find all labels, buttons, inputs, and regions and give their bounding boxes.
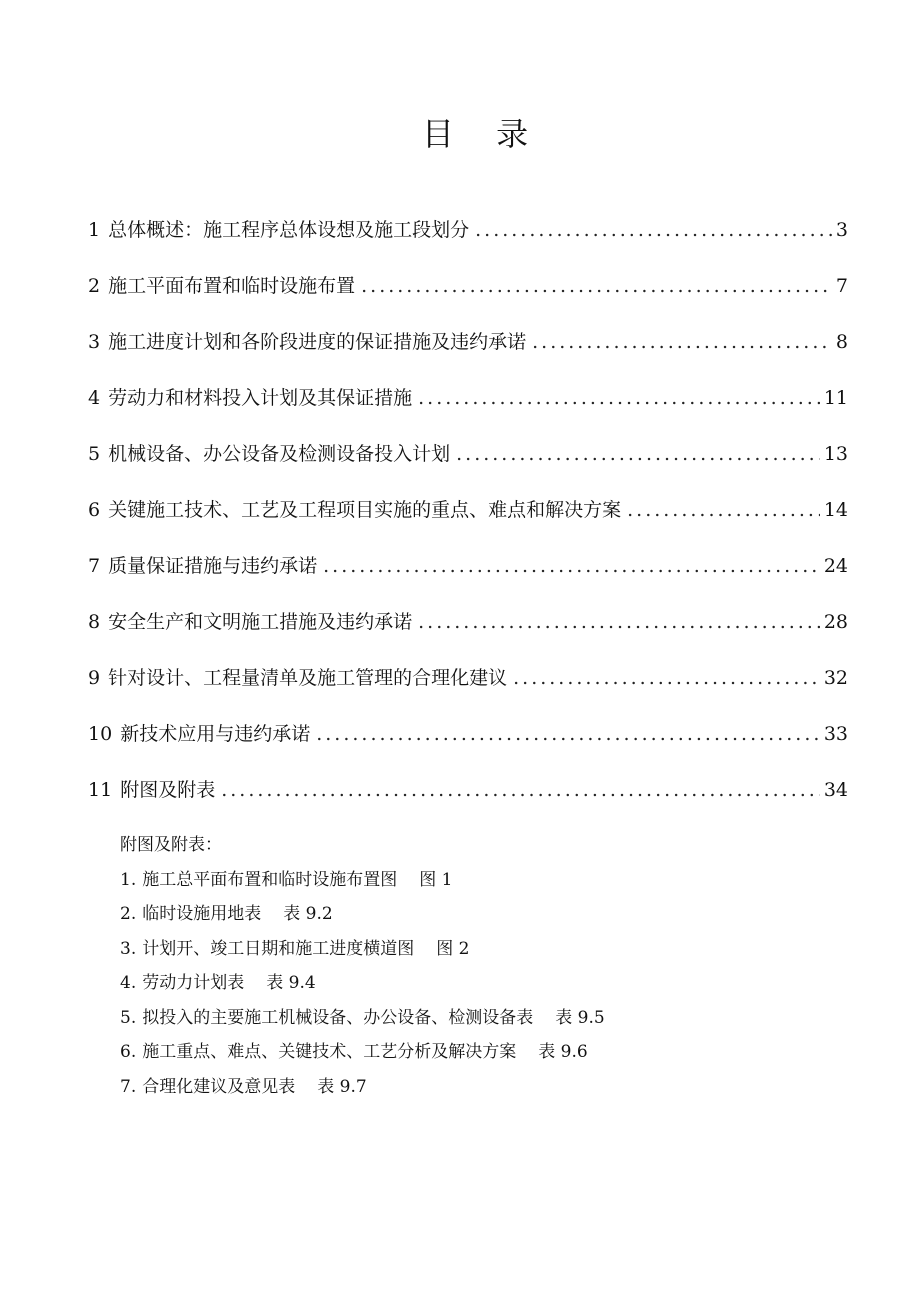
toc-entry-10[interactable]	[88, 718, 848, 774]
toc-page-number: 7	[835, 275, 848, 297]
appendix-item-text: 临时设施用地表	[142, 904, 262, 924]
appendix-heading: 附图及附表：	[120, 835, 222, 855]
toc-entry-9[interactable]	[88, 662, 848, 718]
appendix-item-number: 2.	[120, 904, 137, 924]
appendix-item-text: 合理化建议及意见表	[142, 1076, 296, 1097]
appendix-item	[120, 863, 605, 898]
appendix-item	[120, 1035, 605, 1070]
toc-text: 附图及附表	[120, 779, 216, 801]
toc-entry-1[interactable]	[88, 214, 848, 270]
toc-leader	[532, 326, 832, 358]
toc-page-number: 8	[835, 331, 848, 353]
toc-number: 4	[88, 387, 101, 409]
toc-entry-8[interactable]	[88, 606, 848, 662]
appendix-item	[120, 897, 605, 932]
toc-entry-11[interactable]	[88, 774, 848, 830]
appendix-item-text: 拟投入的主要施工机械设备、办公设备、检测设备表	[142, 1007, 534, 1028]
toc-text: 机械设备、办公设备及检测设备投入计划	[108, 443, 451, 465]
toc-page-number: 32	[823, 667, 848, 689]
toc-entry-3[interactable]	[88, 326, 848, 382]
toc-page-number: 3	[835, 219, 848, 241]
page-title: 目 录	[421, 115, 545, 153]
appendix-item-text: 施工总平面布置和临时设施布置图	[142, 869, 398, 890]
appendix-item-ref: 表 9.4	[266, 973, 316, 993]
appendix-item-number: 5.	[120, 1007, 137, 1028]
appendix-item-ref: 表 9.6	[538, 1042, 588, 1062]
toc-text: 新技术应用与违约承诺	[120, 723, 311, 745]
toc-text: 针对设计、工程量清单及施工管理的合理化建议	[108, 667, 508, 689]
toc-leader	[418, 606, 820, 638]
toc-leader	[475, 214, 832, 246]
appendix-item	[120, 1001, 605, 1036]
toc-leader	[456, 438, 820, 470]
toc-number: 10	[88, 723, 113, 745]
toc-leader	[316, 718, 820, 750]
appendix-item	[120, 966, 605, 1001]
toc-page-number: 13	[823, 443, 848, 465]
toc-page-number: 14	[823, 499, 848, 521]
toc-leader	[361, 270, 832, 302]
toc-text: 劳动力和材料投入计划及其保证措施	[108, 387, 413, 409]
toc-text: 施工进度计划和各阶段进度的保证措施及违约承诺	[108, 331, 527, 353]
appendix-item-text: 施工重点、难点、关键技术、工艺分析及解决方案	[142, 1042, 517, 1062]
toc-text: 施工平面布置和临时设施布置	[108, 275, 356, 297]
appendix-item-number: 4.	[120, 973, 137, 993]
appendix-item-ref: 图 1	[419, 869, 453, 890]
toc-leader	[627, 494, 820, 526]
toc-text: 总体概述：施工程序总体设想及施工段划分	[108, 219, 470, 241]
appendix-item-ref: 表 9.2	[283, 904, 333, 924]
toc-leader	[323, 550, 820, 582]
toc-number: 8	[88, 611, 101, 633]
appendix-item-number: 1.	[120, 869, 137, 890]
toc-page-number: 33	[823, 723, 848, 745]
appendix-item-number: 7.	[120, 1076, 137, 1097]
toc-page-number: 28	[823, 611, 848, 633]
toc-leader	[513, 662, 820, 694]
toc-leader	[221, 774, 820, 806]
toc-number: 6	[88, 499, 101, 521]
appendix-item	[120, 1070, 605, 1105]
toc-text: 质量保证措施与违约承诺	[108, 555, 318, 577]
appendix-item-text: 劳动力计划表	[142, 973, 245, 993]
table-of-contents	[88, 214, 848, 830]
toc-page-number: 24	[823, 555, 848, 577]
appendix-list	[120, 828, 605, 1104]
toc-number: 5	[88, 443, 101, 465]
toc-entry-5[interactable]	[88, 438, 848, 494]
toc-entry-6[interactable]	[88, 494, 848, 550]
toc-page-number: 34	[823, 779, 848, 801]
appendix-item	[120, 932, 605, 967]
appendix-item-number: 6.	[120, 1042, 137, 1062]
appendix-item-ref: 表 9.7	[317, 1076, 367, 1097]
toc-page-number: 11	[823, 387, 848, 409]
toc-number: 11	[88, 779, 113, 801]
appendix-item-text: 计划开、竣工日期和施工进度横道图	[142, 938, 415, 959]
appendix-item-number: 3.	[120, 938, 137, 959]
toc-text: 关键施工技术、工艺及工程项目实施的重点、难点和解决方案	[108, 499, 622, 521]
appendix-item-ref: 图 2	[436, 938, 470, 959]
toc-text: 安全生产和文明施工措施及违约承诺	[108, 611, 413, 633]
toc-number: 1	[88, 219, 101, 241]
appendix-item-ref: 表 9.5	[555, 1007, 605, 1028]
toc-entry-2[interactable]	[88, 270, 848, 326]
toc-number: 3	[88, 331, 101, 353]
toc-number: 2	[88, 275, 101, 297]
toc-number: 7	[88, 555, 101, 577]
toc-leader	[418, 382, 820, 414]
toc-entry-4[interactable]	[88, 382, 848, 438]
toc-entry-7[interactable]	[88, 550, 848, 606]
toc-number: 9	[88, 667, 101, 689]
